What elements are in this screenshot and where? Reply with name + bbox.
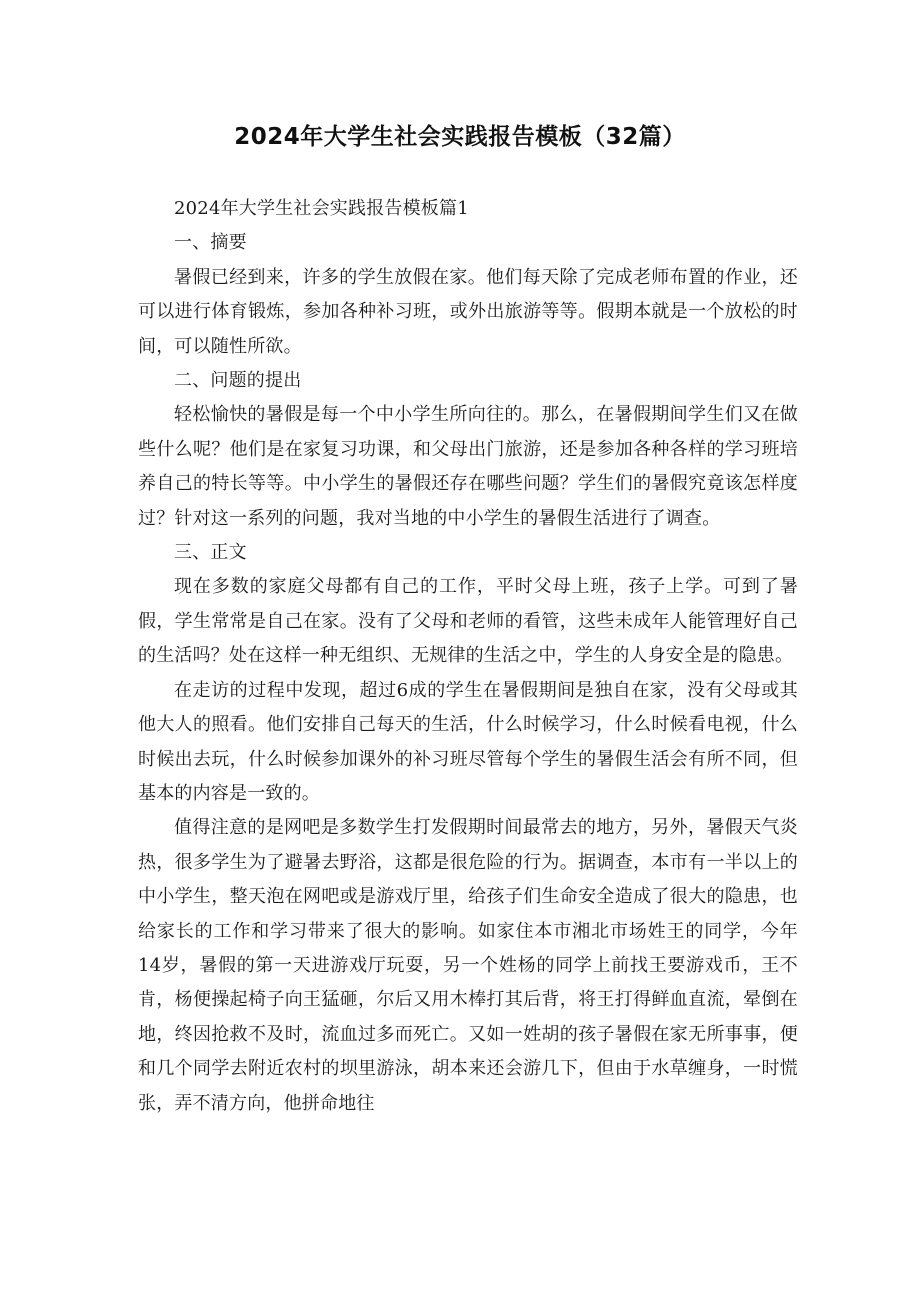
- document-body: [138, 192, 798, 1121]
- paragraph-problem: 轻松愉快的暑假是每一个中小学生所向往的。那么，在暑假期间学生们又在做些什么呢？他们是在家复习功课，和父母出门旅游，还是参加各种各样的学习班培养自己的特长等等。中小学生的暑假还存在哪些问题？学生们的暑假究竟该怎样度过？针对这一系列的问题，我对当地的中小学生的暑假生活进行了调查。: [138, 404, 798, 529]
- document-title: 2024年大学生社会实践报告模板（32篇）: [234, 124, 686, 150]
- paragraph-main-1: 现在多数的家庭父母都有自己的工作，平时父母上班，孩子上学。可到了暑假，学生常常是自己在家。没有了父母和老师的看管，这些未成年人能管理好自己的生活吗？处在这样一种无组织、无规律的生活之中，学生的人身安全是的隐患。: [138, 576, 798, 667]
- section-title: 2024年大学生社会实践报告模板篇1: [174, 198, 469, 219]
- heading-problem: 二、问题的提出: [174, 370, 302, 392]
- heading-abstract: 一、摘要: [174, 232, 247, 254]
- paragraph-main-3: 值得注意的是网吧是多数学生打发假期时间最常去的地方，另外，暑假天气炎热，很多学生为了避暑去野浴，这都是很危险的行为。据调查，本市有一半以上的中小学生，整天泡在网吧或是游戏厅里，给孩子们生命安全造成了很大的隐患，也给家长的工作和学习带来了很大的影响。如家住本市湘北市场姓王的同学，今年14岁，暑假的第一天进游戏厅玩耍，另一个姓杨的同学上前找王要游戏币，王不肯，杨便操起椅子向王猛砸，尔后又用木棒打其后背，将王打得鲜血直流，晕倒在地，终因抢救不及时，流血过多而死亡。又如一姓胡的孩子暑假在家无所事事，便和几个同学去附近农村的坝里游泳，胡本来还会游几下，但由于水草缠身，一时慌张，弄不清方向，他拼命地往: [138, 817, 798, 1114]
- paragraph-main-2: 在走访的过程中发现，超过6成的学生在暑假期间是独自在家，没有父母或其他大人的照看。他们安排自己每天的生活，什么时候学习，什么时候看电视，什么时候出去玩，什么时候参加课外的补习班尽管每个学生的暑假生活会有所不同，但基本的内容是一致的。: [138, 679, 798, 804]
- paragraph-abstract: 暑假已经到来，许多的学生放假在家。他们每天除了完成老师布置的作业，还可以进行体育锻炼，参加各种补习班，或外出旅游等等。假期本就是一个放松的时间，可以随性所欲。: [138, 266, 798, 357]
- heading-main-text: 三、正文: [174, 542, 247, 564]
